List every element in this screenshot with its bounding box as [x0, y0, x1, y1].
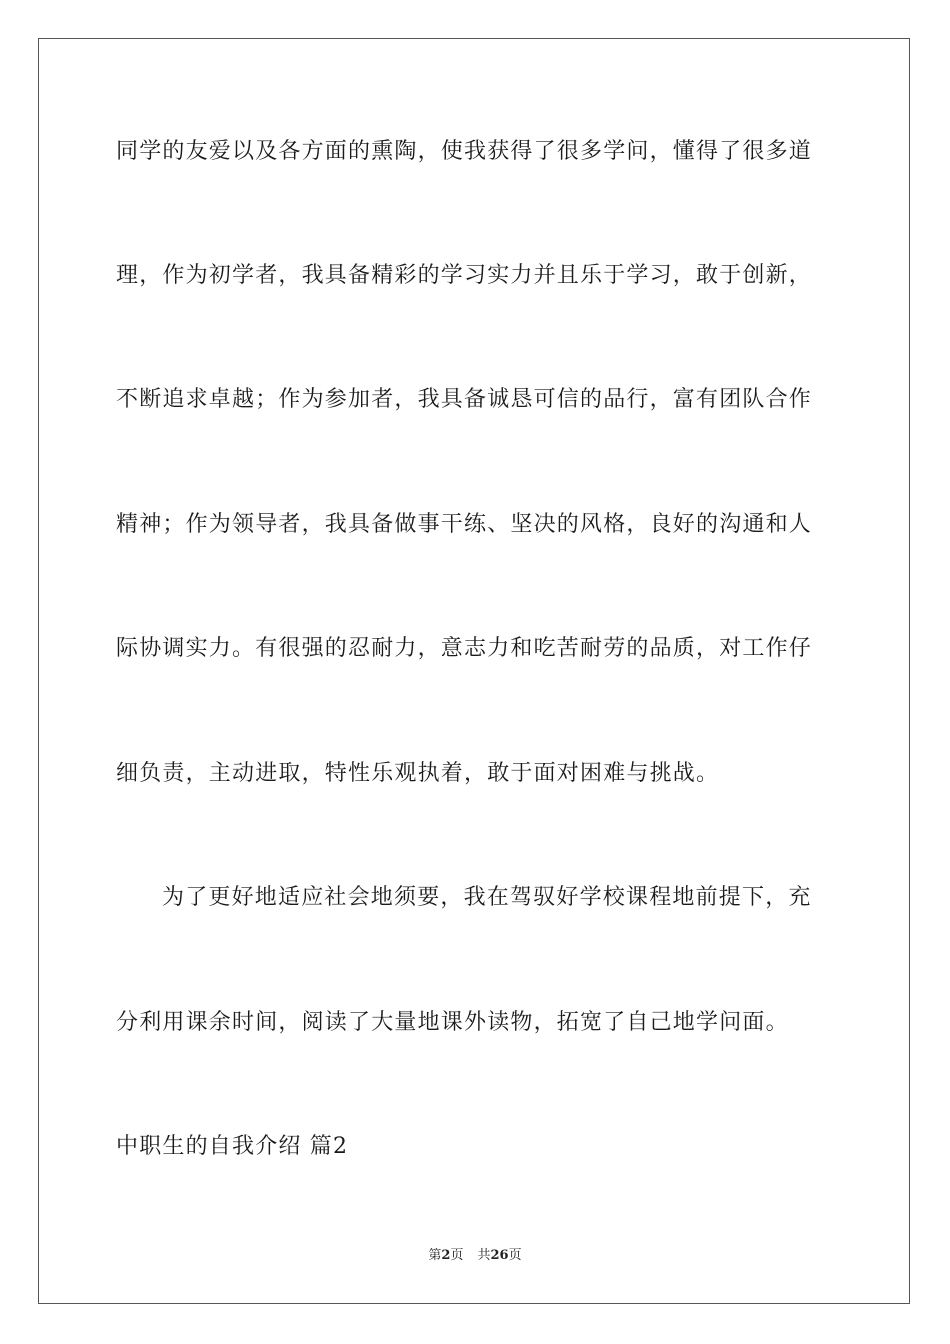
text-line: 分利用课余时间，阅读了大量地课外读物，拓宽了自己地学问面。 [116, 1010, 789, 1035]
page-number: 2 [441, 1248, 451, 1263]
total-prefix: 共 [477, 1248, 491, 1263]
text-line: 理，作为初学者，我具备精彩的学习实力并且乐于学习，敢于创新， [116, 263, 813, 288]
total-pages: 26 [490, 1248, 509, 1263]
text-line: 际协调实力。有很强的忍耐力，意志力和吃苦耐劳的品质，对工作仔 [116, 636, 813, 661]
page-suffix: 页 [450, 1248, 464, 1263]
text-line: 同学的友爱以及各方面的熏陶，使我获得了很多学问，懂得了很多道 [116, 139, 813, 164]
total-suffix: 页 [508, 1248, 522, 1263]
page-frame [38, 38, 910, 1304]
text-line: 不断追求卓越；作为参加者，我具备诚恳可信的品行，富有团队合作 [116, 387, 813, 412]
section-heading: 中职生的自我介绍 篇2 [116, 1134, 349, 1159]
text-line: 细负责，主动进取，特性乐观执着，敢于面对困难与挑战。 [116, 761, 720, 786]
text-line: 为了更好地适应社会地须要，我在驾驭好学校课程地前提下，充 [162, 885, 812, 910]
page-prefix: 第 [428, 1248, 442, 1263]
page-footer [0, 1247, 950, 1265]
text-line: 精神；作为领导者，我具备做事干练、坚决的风格，良好的沟通和人 [116, 512, 813, 537]
